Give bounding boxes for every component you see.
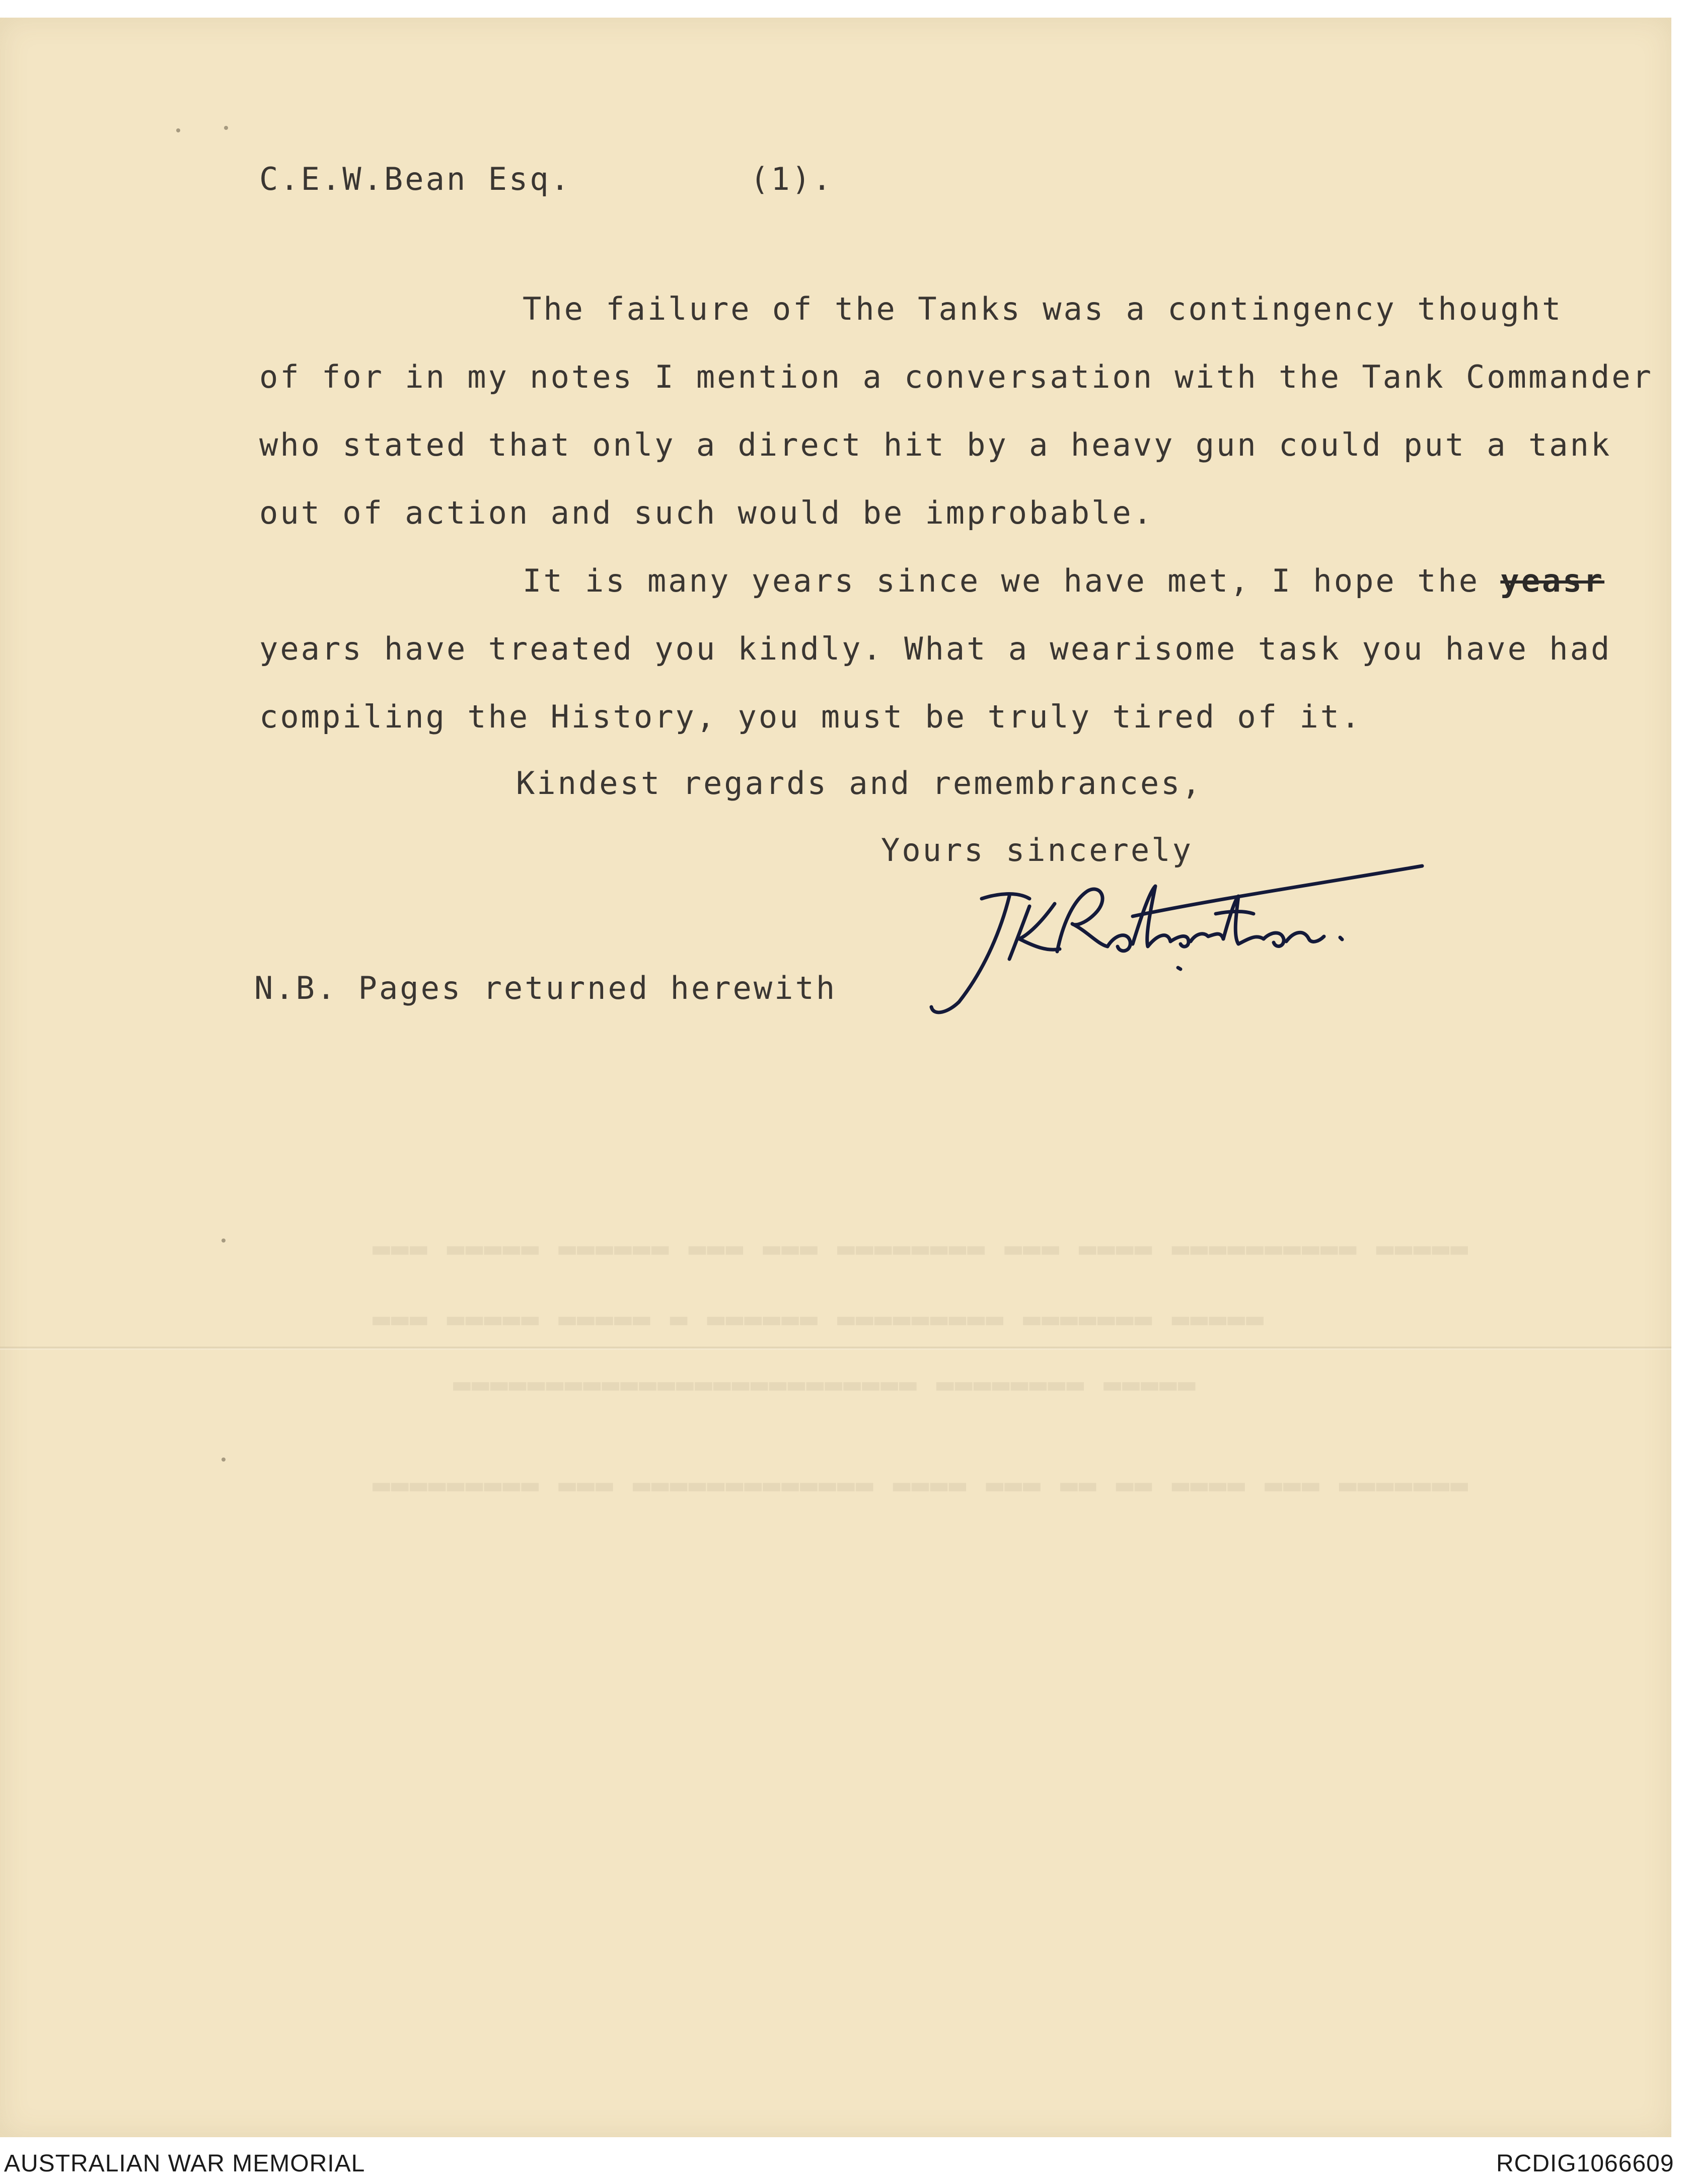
paragraph1-line1: The failure of the Tanks was a contingency thought [523,290,1563,327]
paragraph2-line1-text: It is many years since we have met, I hope the [523,562,1501,599]
paragraph1-line4: out of action and such would be improbable. [259,494,1154,531]
paragraph1-line2: of for in my notes I mention a conversation with the Tank Commander [259,358,1653,395]
reverse-show-through-4: ▬▬▬▬▬▬▬▬▬ ▬▬▬ ▬▬▬▬▬▬▬▬▬▬▬▬▬ ▬▬▬▬ ▬▬▬ ▬▬ ▬▬ ▬▬▬▬ ▬▬▬ ▬▬▬▬▬▬▬ [373,1468,1469,1502]
paragraph2-line1 [523,562,1605,599]
struck-typo: yeasr [1500,562,1605,599]
paper-mark [224,126,228,130]
regards-line: Kindest regards and remembrances, [516,765,1203,802]
addressee-line: C.E.W.Bean Esq. [259,161,571,197]
paper-mark [222,1239,226,1243]
reverse-show-through-2: ▬▬▬ ▬▬▬▬▬ ▬▬▬▬▬ ▬ ▬▬▬▬▬▬ ▬▬▬▬▬▬▬▬▬ ▬▬▬▬▬▬▬ ▬▬▬▬▬ [373,1301,1265,1336]
reverse-show-through-1: ▬▬▬ ▬▬▬▬▬ ▬▬▬▬▬▬ ▬▬▬ ▬▬▬ ▬▬▬▬▬▬▬▬ ▬▬▬ ▬▬▬▬ ▬▬▬▬▬▬▬▬▬▬ ▬▬▬▬▬ [373,1231,1469,1265]
closing-line: Yours sincerely [881,832,1193,868]
institution-label: AUSTRALIAN WAR MEMORIAL [4,2150,365,2177]
postscript-line: N.B. Pages returned herewith [254,970,837,1006]
record-id-label: RCDIG1066609 [1496,2150,1674,2177]
paragraph2-line3: compiling the History, you must be truly tired of it. [259,698,1362,735]
paper-mark [176,128,180,132]
handwritten-signature [921,851,1455,1032]
paper-fold-line [0,1347,1671,1350]
reverse-show-through-3: ▬▬▬▬▬▬▬▬▬▬▬▬▬▬▬▬▬▬▬▬▬▬▬▬▬ ▬▬▬▬▬▬▬▬ ▬▬▬▬▬ [453,1367,1197,1401]
page-number: (1). [750,161,834,197]
paragraph1-line3: who stated that only a direct hit by a heavy gun could put a tank [259,426,1612,463]
paper-mark [222,1458,226,1462]
paragraph2-line2: years have treated you kindly. What a wearisome task you have had [259,630,1612,667]
letter-sheet [0,18,1671,2137]
